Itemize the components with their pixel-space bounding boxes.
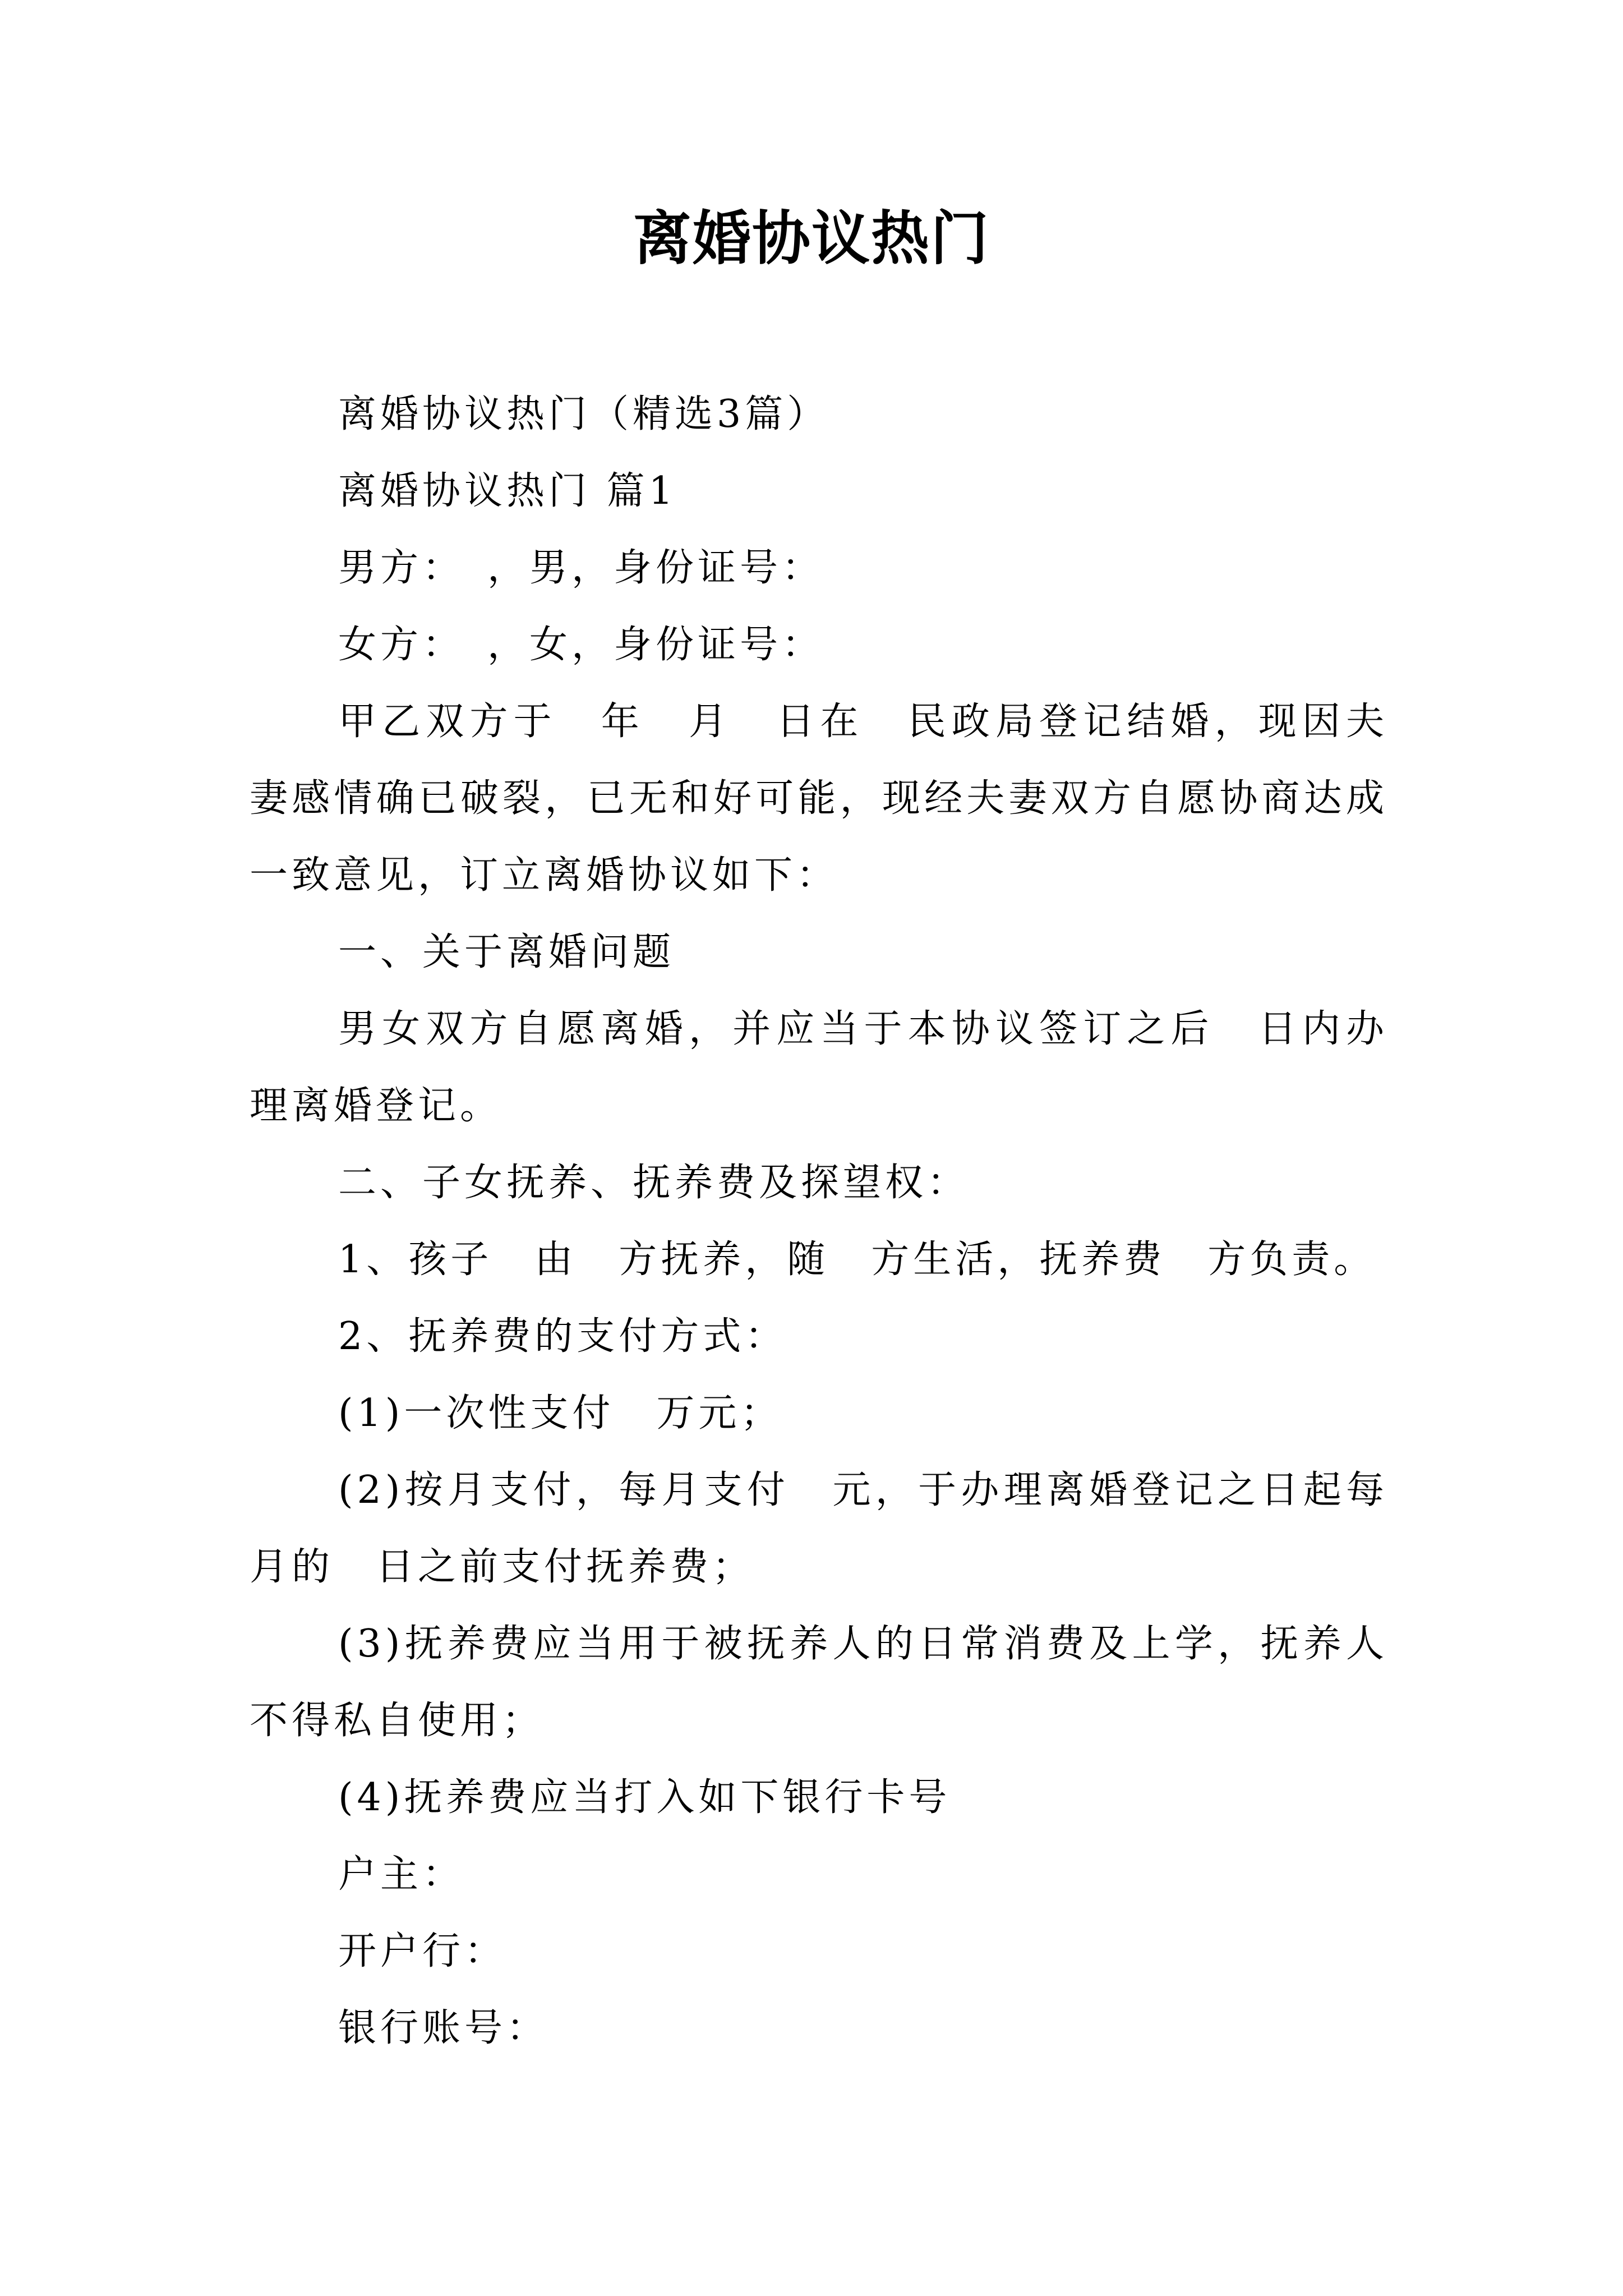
paragraph-clause-2-heading: 二、子女抚养、抚养费及探望权： [338,1161,970,1205]
paragraph-payment-method: 2、抚养费的支付方式： [338,1314,787,1359]
document-title: 离婚协议热门 [633,204,990,273]
paragraph-account-number: 银行账号： [338,2006,549,2050]
paragraph-usage: (3)抚养费应当用于被抚养人的日常消费及上学，抚养人不得私自使用； [250,1622,1388,1743]
paragraph-custody: 1、孩子 由 方抚养，随 方生活，抚养费 方负责。 [338,1237,1376,1282]
paragraph-bank-card: (4)抚养费应当打入如下银行卡号 [338,1775,951,1820]
paragraph-lump-sum: (1)一次性支付 万元； [338,1391,783,1435]
paragraph-account-holder: 户主： [338,1852,465,1897]
document-body [250,376,1388,2067]
paragraph-female-party: 女方： ，女，身份证号： [338,623,824,667]
paragraph-male-party: 男方： ，男，身份证号： [338,546,824,590]
paragraph-preamble: 甲乙双方于 年 月 日在 民政局登记结婚，现因夫妻感情确已破裂，已无和好可能，现经夫妻双方自愿协商达成一致意见，订立离婚协议如下： [250,700,1388,898]
paragraph-section-heading: 离婚协议热门 篇1 [338,469,677,513]
paragraph-clause-1-heading: 一、关于离婚问题 [338,930,675,974]
paragraph-clause-1-body: 男女双方自愿离婚，并应当于本协议签订之后 日内办理离婚登记。 [250,1007,1388,1128]
paragraph-bank-branch: 开户行： [338,1929,507,1973]
paragraph-monthly: (2)按月支付，每月支付 元，于办理离婚登记之日起每月的 日之前支付抚养费； [250,1468,1388,1589]
paragraph-subtitle: 离婚协议热门（精选3篇） [338,392,829,436]
